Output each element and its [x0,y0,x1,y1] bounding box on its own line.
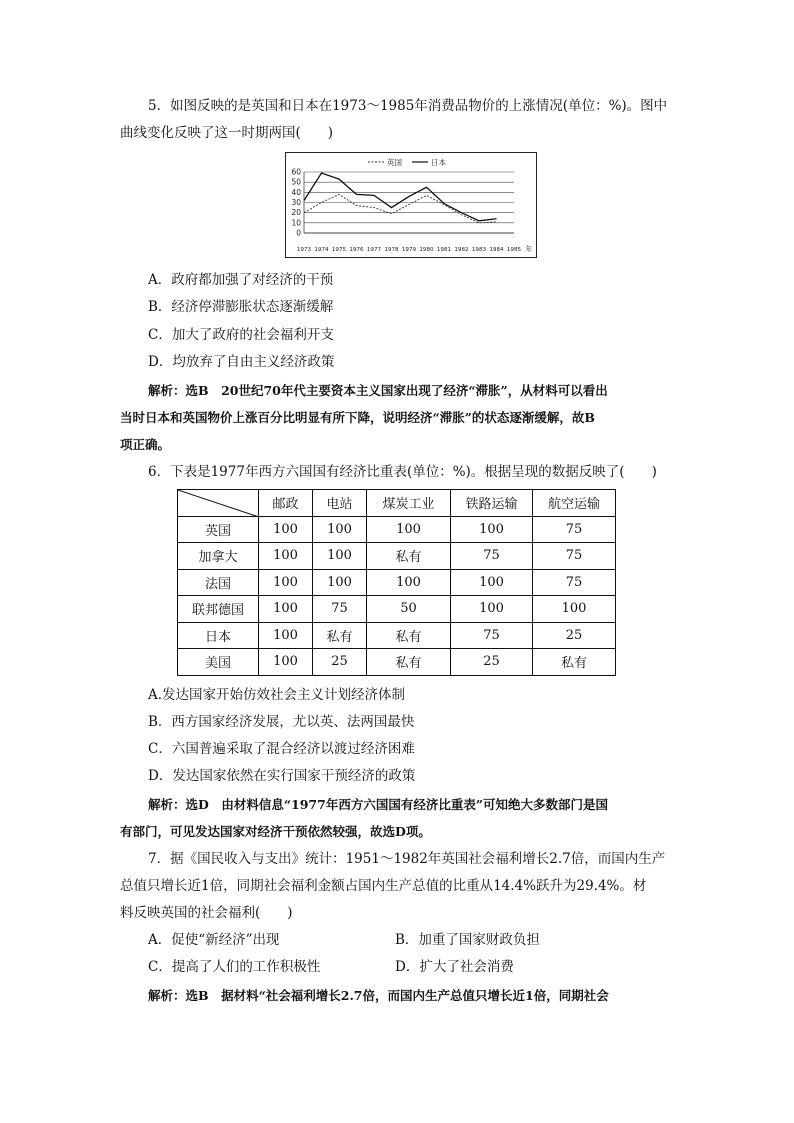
table-cell: 100 [313,569,367,596]
q5-option-c: C．加大了政府的社会福利开支 [148,327,334,343]
legend-label: 英国 [387,158,402,167]
table-cell: 50 [367,596,451,623]
x-tick-label: 1985 [506,247,522,253]
x-tick-label: 1979 [401,247,417,253]
table-cell: 100 [367,569,451,596]
row-country: 法国 [178,569,259,596]
table-cell: 私有 [313,622,367,649]
table-cell: 100 [313,516,367,543]
table-row [178,622,616,649]
q5-option-b: B．经济停滞膨胀状态逐渐缓解 [148,299,334,315]
y-tick-label: 0 [296,228,301,238]
table-cell: 100 [259,543,313,570]
table-row [178,516,616,543]
row-country: 美国 [178,649,259,676]
diagonal-line [178,490,259,517]
table-cell: 75 [533,543,616,570]
q6-option-d: D．发达国家依然在实行国家干预经济的政策 [148,768,416,784]
x-tick-label: 1984 [489,247,504,253]
y-tick-label: 60 [291,167,301,177]
x-tick-label: 1974 [314,247,329,253]
table-cell: 100 [259,596,313,623]
table-cell: 100 [259,649,313,676]
price-line-chart [285,152,537,258]
y-tick-label: 10 [291,218,301,228]
table-cell: 100 [451,569,533,596]
x-tick-label: 1980 [419,247,434,253]
table-cell: 25 [451,649,533,676]
x-tick-label: 1983 [471,247,487,253]
q6-option-b: B．西方国家经济发展，尤以英、法两国最快 [148,714,415,730]
series-line-uk [304,194,497,222]
table-cell: 100 [367,516,451,543]
table-cell: 100 [259,516,313,543]
q5-stem-line1: 5．如图反映的是英国和日本在1973～1985年消费品物价的上涨情况(单位：%)。图中 [148,98,668,114]
x-axis-label: 年 [525,245,532,253]
q5-option-a: A．政府都加强了对经济的干预 [148,272,334,288]
row-country: 英国 [178,516,259,543]
q5-analysis-line3: 项正确。 [120,437,171,452]
q5-option-d: D．均放弃了自由主义经济政策 [148,354,335,370]
table-cell: 75 [451,622,533,649]
table-cell: 私有 [367,622,451,649]
header-cell: 煤炭工业 [367,490,451,517]
q5-analysis-line2: 当时日本和英国物价上涨百分比明显有所下降，说明经济“滞胀”的状态逐渐缓解，故B [120,410,595,425]
table-row [178,596,616,623]
q6-option-c: C．六国普遍采取了混合经济以渡过经济困难 [148,741,415,757]
table-row [178,569,616,596]
table-cell: 25 [533,622,616,649]
table-cell: 私有 [367,543,451,570]
table-cell: 私有 [367,649,451,676]
q6-stem: 6．下表是1977年西方六国国有经济比重表(单位：%)。根据呈现的数据反映了( ) [148,464,657,480]
q6-analysis-line1: 解析：选D 由材料信息“1977年西方六国国有经济比重表”可知绝大多数部门是国 [148,797,609,812]
y-tick-label: 50 [291,177,301,187]
x-tick-label: 1973 [296,247,312,253]
q7-option-a: A．促使“新经济”出现 [148,932,280,948]
row-country: 联邦德国 [178,596,259,623]
table-cell: 25 [313,649,367,676]
y-tick-label: 20 [291,208,301,218]
q7-analysis-line1: 解析：选B 据材料“社会福利增长2.7倍，而国内生产总值只增长近1倍，同期社会 [148,988,609,1003]
q7-stem-line3: 料反映英国的社会福利( ) [120,905,293,921]
table-cell: 100 [451,596,533,623]
x-tick-label: 1981 [436,247,452,253]
x-tick-label: 1975 [331,247,347,253]
x-tick-label: 1982 [454,247,469,253]
header-cell: 电站 [313,490,367,517]
table-cell: 私有 [533,649,616,676]
q7-stem-line1: 7．据《国民收入与支出》统计：1951～1982年英国社会福利增长2.7倍，而国内生产 [148,851,666,867]
y-tick-label: 40 [291,187,301,197]
header-cell: 航空运输 [533,490,616,517]
row-country: 日本 [178,622,259,649]
row-country: 加拿大 [178,543,259,570]
header-cell: 铁路运输 [451,490,533,517]
table-cell: 75 [451,543,533,570]
table-cell: 75 [533,569,616,596]
table-row [178,543,616,570]
table-cell: 100 [533,596,616,623]
table-row [178,649,616,676]
table-cell: 100 [259,622,313,649]
q7-stem-line2: 总值只增长近1倍，同期社会福利金额占国内生产总值的比重从14.4%跃升为29.4%。材 [120,878,647,894]
q5-analysis-line1: 解析：选B 20世纪70年代主要资本主义国家出现了经济“滞胀”，从材料可以看出 [148,383,608,398]
x-tick-label: 1976 [349,247,364,253]
state-economy-table [177,489,616,676]
q5-stem-line2: 曲线变化反映了这一时期两国( ) [120,125,334,141]
table-cell: 100 [313,543,367,570]
chart-svg [286,153,536,257]
table-cell: 75 [533,516,616,543]
q7-option-d: D．扩大了社会消费 [395,959,514,975]
x-tick-label: 1977 [366,247,382,253]
q6-analysis-line2: 有部门，可见发达国家对经济干预依然较强，故选D项。 [120,824,431,839]
x-tick-label: 1978 [384,247,399,253]
diagonal-header-cell [178,490,259,517]
y-tick-label: 30 [291,198,301,207]
q7-option-c: C．提高了人们的工作积极性 [148,959,321,975]
q6-option-a: A.发达国家开始仿效社会主义计划经济体制 [148,687,406,703]
header-cell: 邮政 [259,490,313,517]
q7-option-b: B．加重了国家财政负担 [395,932,540,948]
table-cell: 100 [259,569,313,596]
table-header-row [178,490,616,517]
legend-label: 日本 [431,158,446,167]
table-cell: 100 [451,516,533,543]
table-cell: 75 [313,596,367,623]
